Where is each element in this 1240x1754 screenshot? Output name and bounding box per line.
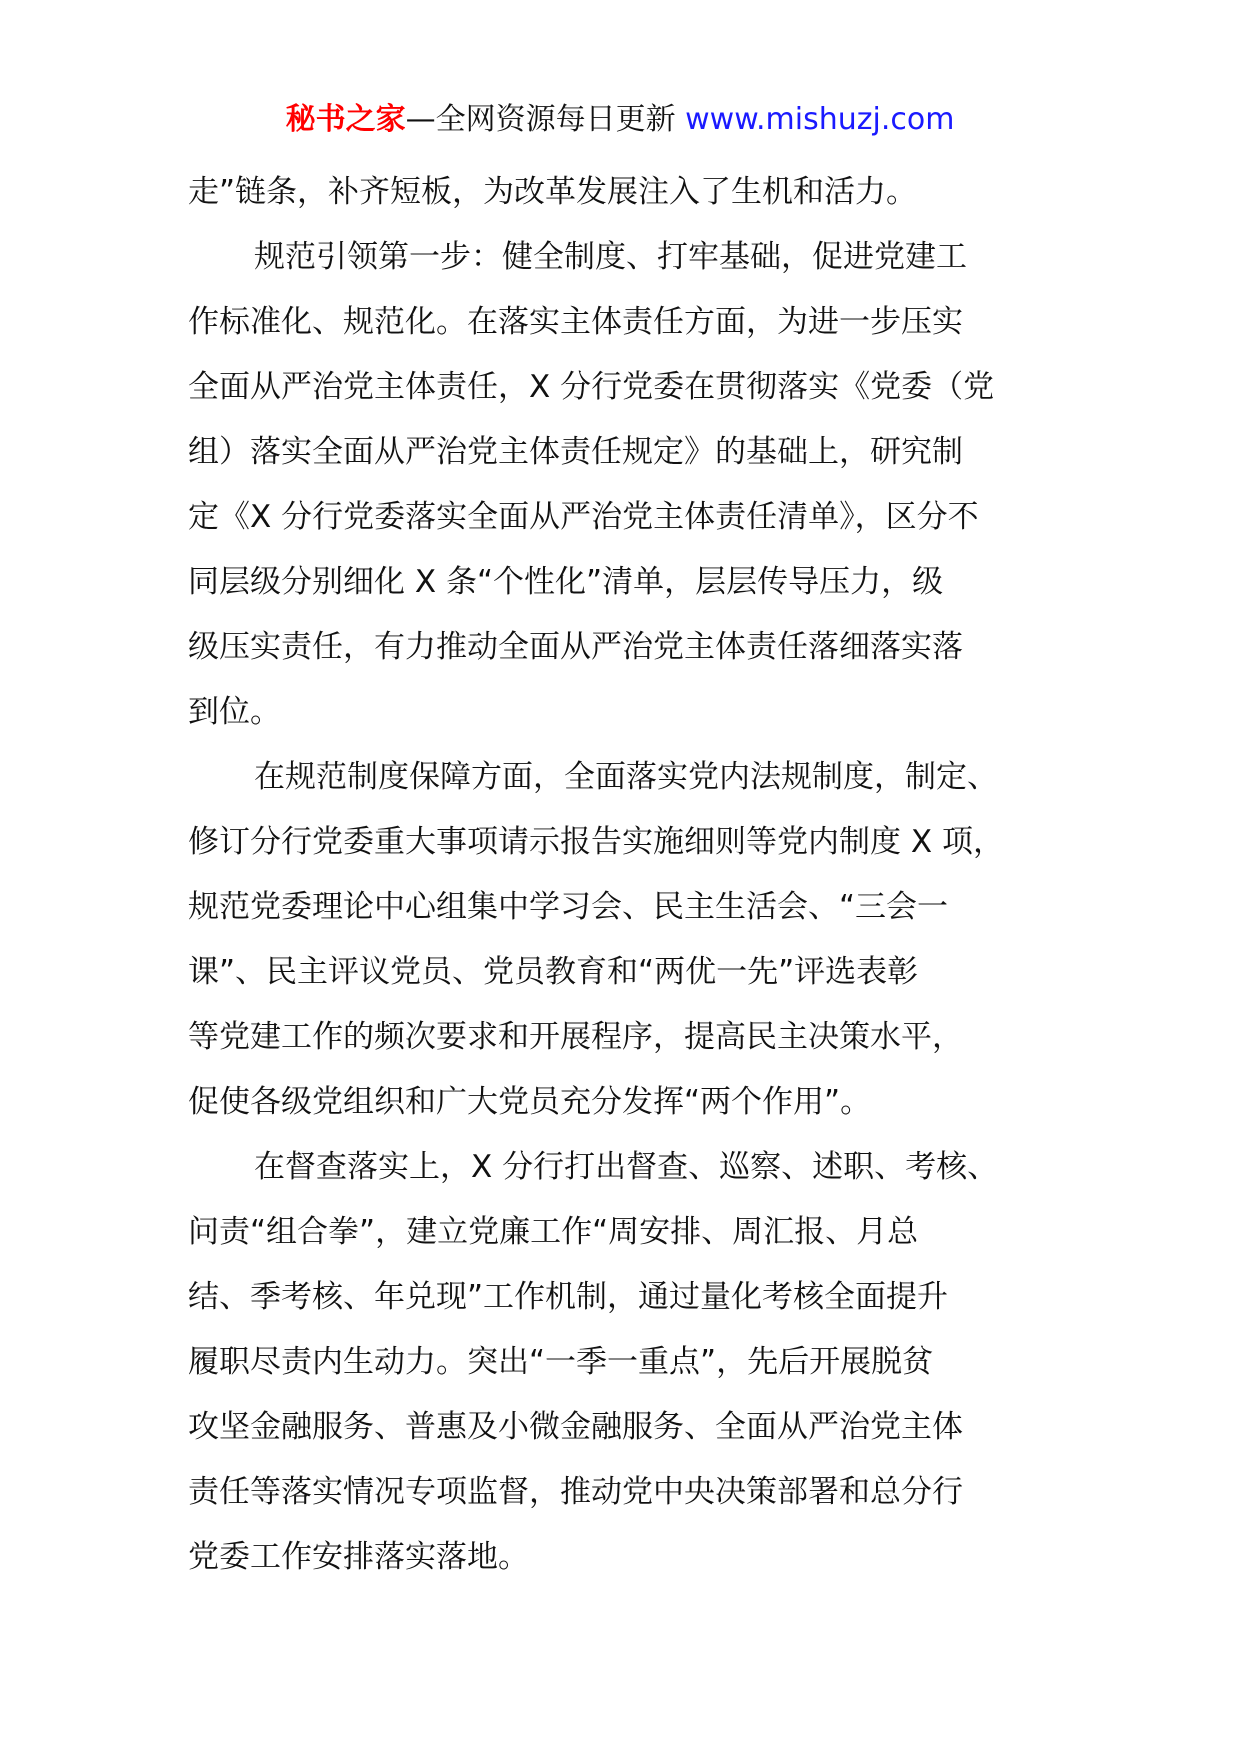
text-line: 等党建工作的频次要求和开展程序，提高民主决策水平， <box>188 1019 963 1055</box>
site-url: www.mishuzj.com <box>685 102 955 137</box>
text-line: 问责“组合拳”，建立党廉工作“周安排、周汇报、月总 <box>188 1214 919 1250</box>
text-line: 责任等落实情况专项监督，推动党中央决策部署和总分行 <box>188 1474 963 1510</box>
text-line: 到位。 <box>188 694 281 730</box>
paragraph <box>188 160 1068 225</box>
site-header <box>0 100 1240 140</box>
text-line: 课”、民主评议党员、党员教育和“两优一先”评选表彰 <box>188 954 919 990</box>
text-line: 在规范制度保障方面，全面落实党内法规制度，制定、 <box>254 759 998 795</box>
text-line: 级压实责任，有力推动全面从严治党主体责任落细落实落 <box>188 629 963 665</box>
text-line: 促使各级党组织和广大党员充分发挥“两个作用”。 <box>188 1084 872 1120</box>
text-line: 定《X 分行党委落实全面从严治党主体责任清单》，区分不 <box>188 499 979 535</box>
text-line: 在督查落实上，X 分行打出督查、巡察、述职、考核、 <box>254 1149 999 1185</box>
text-line: 走”链条，补齐短板，为改革发展注入了生机和活力。 <box>188 174 918 210</box>
text-line: 规范党委理论中心组集中学习会、民主生活会、“三会一 <box>188 889 949 925</box>
text-line: 规范引领第一步：健全制度、打牢基础，促进党建工 <box>254 239 967 275</box>
header-tagline: —全网资源每日更新 <box>405 102 686 137</box>
text-line: 作标准化、规范化。在落实主体责任方面，为进一步压实 <box>188 304 963 340</box>
text-line: 攻坚金融服务、普惠及小微金融服务、全面从严治党主体 <box>188 1409 963 1445</box>
text-line: 组）落实全面从严治党主体责任规定》的基础上，研究制 <box>188 434 963 470</box>
text-line: 结、季考核、年兑现”工作机制，通过量化考核全面提升 <box>188 1279 949 1315</box>
paragraph <box>188 1135 1068 1590</box>
paragraph <box>188 225 1068 745</box>
text-line: 同层级分别细化 X 条“个性化”清单，层层传导压力，级 <box>188 564 944 600</box>
document-body <box>188 160 1068 1590</box>
paragraph <box>188 745 1068 1135</box>
text-line: 修订分行党委重大事项请示报告实施细则等党内制度 X 项， <box>188 824 1004 860</box>
text-line: 党委工作安排落实落地。 <box>188 1539 529 1575</box>
text-line: 全面从严治党主体责任，X 分行党委在贯彻落实《党委（党 <box>188 369 995 405</box>
brand-name: 秘书之家 <box>285 102 406 137</box>
text-line: 履职尽责内生动力。突出“一季一重点”，先后开展脱贫 <box>188 1344 934 1380</box>
